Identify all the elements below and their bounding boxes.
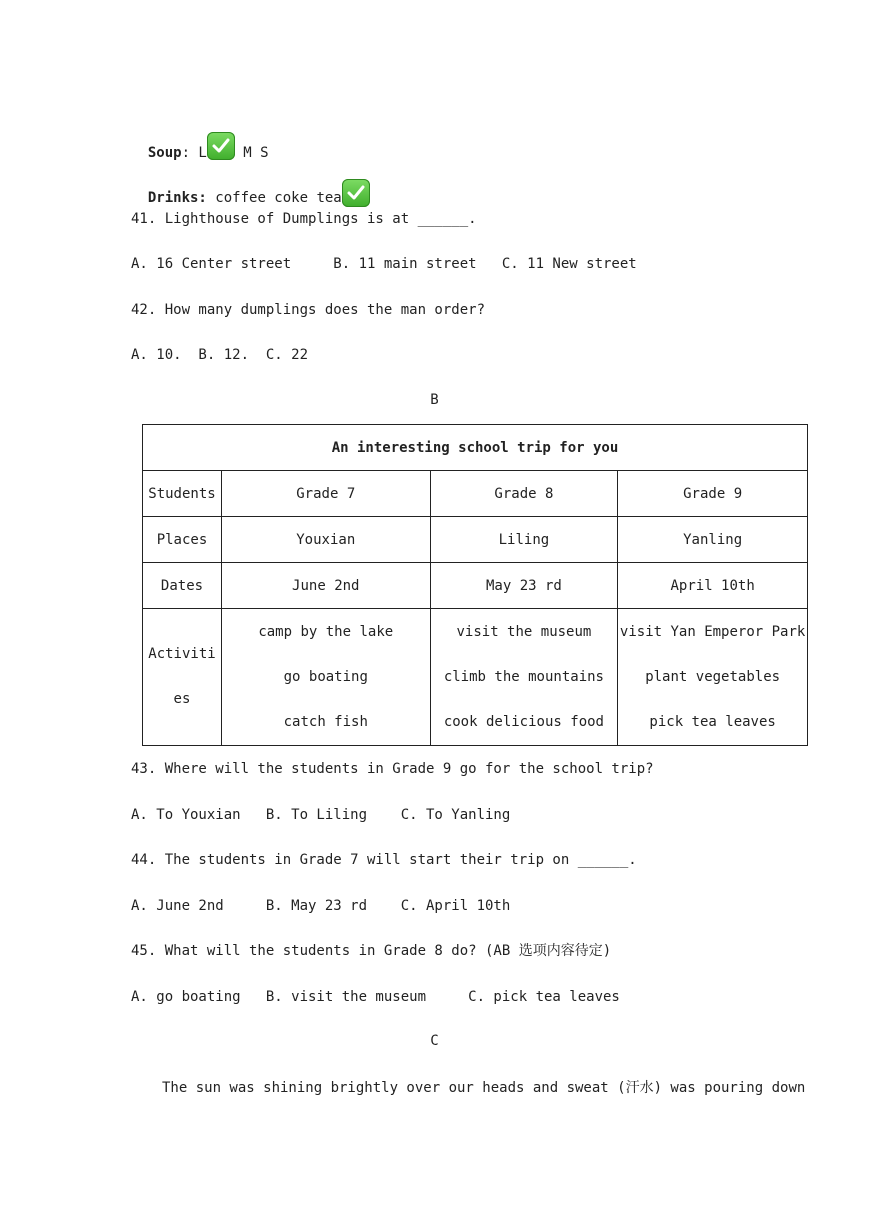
soup-options-before: : L (181, 145, 207, 161)
row-label-places: Places (143, 517, 222, 563)
question-43: 43. Where will the students in Grade 9 go for the school trip? (131, 761, 654, 777)
row-label-students: Students (143, 471, 222, 517)
question-43-options: A. To Youxian B. To Liling C. To Yanling (131, 807, 511, 823)
place-grade-9: Yanling (618, 517, 808, 563)
question-41: 41. Lighthouse of Dumplings is at ______. (131, 211, 477, 227)
table-row (143, 563, 808, 609)
activity-item: camp by the lake (258, 623, 394, 640)
row-label-dates: Dates (143, 563, 222, 609)
activity-item: pick tea leaves (649, 713, 776, 730)
activities-grade-7 (221, 609, 430, 746)
soup-label: Soup (147, 145, 182, 161)
activities-label-part-2: es (173, 691, 191, 707)
section-c-heading: C (430, 1033, 439, 1049)
activity-item: catch fish (283, 713, 368, 730)
date-grade-9: April 10th (618, 563, 808, 609)
activity-item: go boating (283, 668, 368, 685)
question-45: 45. What will the students in Grade 8 do? (AB 选项内容待定) (131, 943, 612, 959)
activity-item: visit the museum (456, 623, 592, 640)
section-b-heading: B (430, 392, 439, 408)
checkmark-icon (342, 179, 370, 207)
activities-grade-8 (430, 609, 618, 746)
row-label-activities (143, 609, 222, 746)
activities-label-part-1: Activiti (148, 646, 216, 662)
drinks-line (131, 171, 370, 207)
place-grade-7: Youxian (221, 517, 430, 563)
activity-item: climb the mountains (443, 668, 604, 685)
place-grade-8: Liling (430, 517, 618, 563)
date-grade-7: June 2nd (221, 563, 430, 609)
school-trip-table (142, 424, 808, 746)
question-42: 42. How many dumplings does the man order? (131, 302, 486, 318)
table-row (143, 471, 808, 517)
grade-7-header: Grade 7 (221, 471, 430, 517)
date-grade-8: May 23 rd (430, 563, 618, 609)
question-44-options: A. June 2nd B. May 23 rd C. April 10th (131, 898, 511, 914)
soup-line (131, 126, 269, 162)
passage-text: The sun was shining brightly over our heads and sweat (汗水) was pouring down (162, 1080, 806, 1096)
checkmark-icon (207, 132, 235, 160)
question-44: 44. The students in Grade 7 will start their trip on ______. (131, 852, 637, 868)
question-42-options: A. 10. B. 12. C. 22 (131, 347, 309, 363)
grade-9-header: Grade 9 (618, 471, 808, 517)
table-row (143, 517, 808, 563)
activity-item: plant vegetables (645, 668, 781, 685)
grade-8-header: Grade 8 (430, 471, 618, 517)
table-row (143, 609, 808, 746)
drinks-options: coffee coke tea (206, 190, 342, 206)
activity-item: cook delicious food (443, 713, 604, 730)
question-41-options: A. 16 Center street B. 11 main street C. 11 New street (131, 256, 637, 272)
question-45-options: A. go boating B. visit the museum C. pick tea leaves (131, 989, 620, 1005)
table-title: An interesting school trip for you (143, 425, 808, 471)
soup-options-after: M S (234, 145, 269, 161)
activity-item: visit Yan Emperor Park (619, 623, 806, 640)
drinks-label: Drinks: (147, 190, 207, 206)
activities-grade-9 (618, 609, 808, 746)
